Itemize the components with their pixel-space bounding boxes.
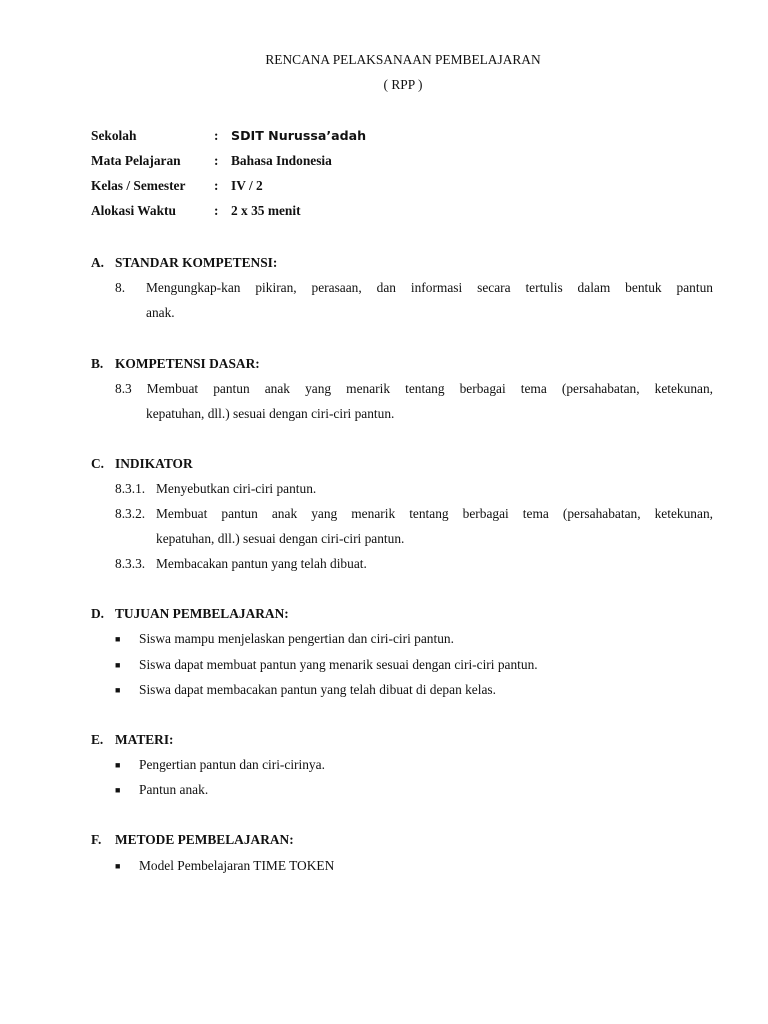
section-e-letter: E. xyxy=(91,732,104,747)
indicator-text: Menyebutkan ciri-ciri pantun. xyxy=(156,481,317,496)
identity-value-time: 2 x 35 menit xyxy=(231,203,301,218)
identity-label-subject: Mata Pelajaran xyxy=(91,153,181,168)
identity-label-school: Sekolah xyxy=(91,128,137,143)
list-item: Pantun anak. xyxy=(139,782,209,797)
indicator-number: 8.3.1. xyxy=(115,481,146,496)
bullet-icon: ■ xyxy=(115,660,121,670)
section-a-letter: A. xyxy=(91,255,105,270)
section-a-text: Mengungkap-kan pikiran, perasaan, dan informasi secara tertulis dalam bentuk pantun xyxy=(146,280,713,295)
indicator-text-cont: kepatuhan, dll.) sesuai dengan ciri-ciri pantun. xyxy=(156,531,405,546)
section-b-text-cont: kepatuhan, dll.) sesuai dengan ciri-ciri pantun. xyxy=(146,406,395,421)
list-item: Pengertian pantun dan ciri-cirinya. xyxy=(139,757,325,772)
identity-value-subject: Bahasa Indonesia xyxy=(231,153,332,168)
section-a-text-cont: anak. xyxy=(146,305,175,320)
identity-value-class: IV / 2 xyxy=(231,178,263,193)
identity-label-time: Alokasi Waktu xyxy=(91,203,176,218)
bullet-icon: ■ xyxy=(115,785,121,795)
identity-label-class: Kelas / Semester xyxy=(91,178,186,193)
list-item: Siswa dapat membacakan pantun yang telah dibuat di depan kelas. xyxy=(139,682,496,697)
section-c-heading: INDIKATOR xyxy=(115,456,193,471)
indicator-number: 8.3.3. xyxy=(115,556,146,571)
section-d-heading: TUJUAN PEMBELAJARAN: xyxy=(115,606,289,621)
identity-value-school: SDIT Nurussa’adah xyxy=(231,128,367,143)
identity-colon: : xyxy=(214,178,219,193)
indicator-text: Membuat pantun anak yang menarik tentang berbagai tema (persahabatan, ketekunan, xyxy=(156,506,713,521)
bullet-icon: ■ xyxy=(115,634,121,644)
list-item: Siswa mampu menjelaskan pengertian dan ciri-ciri pantun. xyxy=(139,631,454,646)
section-a-heading: STANDAR KOMPETENSI: xyxy=(115,255,278,270)
section-c-letter: C. xyxy=(91,456,105,471)
identity-colon: : xyxy=(214,203,219,218)
document-title: RENCANA PELAKSANAAN PEMBELAJARAN xyxy=(265,52,541,67)
identity-colon: : xyxy=(214,128,219,143)
list-item: Model Pembelajaran TIME TOKEN xyxy=(139,858,335,873)
list-item: Siswa dapat membuat pantun yang menarik sesuai dengan ciri-ciri pantun. xyxy=(139,657,538,672)
bullet-icon: ■ xyxy=(115,861,121,871)
section-f-letter: F. xyxy=(91,832,102,847)
section-a-number: 8. xyxy=(115,280,126,295)
section-b-heading: KOMPETENSI DASAR: xyxy=(115,356,260,371)
indicator-text: Membacakan pantun yang telah dibuat. xyxy=(156,556,367,571)
indicator-number: 8.3.2. xyxy=(115,506,146,521)
section-b-text: 8.3 Membuat pantun anak yang menarik tentang berbagai tema (persahabatan, ketekunan, xyxy=(115,381,713,396)
section-f-heading: METODE PEMBELAJARAN: xyxy=(115,832,294,847)
bullet-icon: ■ xyxy=(115,760,121,770)
section-d-letter: D. xyxy=(91,606,105,621)
identity-colon: : xyxy=(214,153,219,168)
document-subtitle: ( RPP ) xyxy=(383,77,423,92)
section-e-heading: MATERI: xyxy=(115,732,174,747)
bullet-icon: ■ xyxy=(115,685,121,695)
section-b-letter: B. xyxy=(91,356,104,371)
